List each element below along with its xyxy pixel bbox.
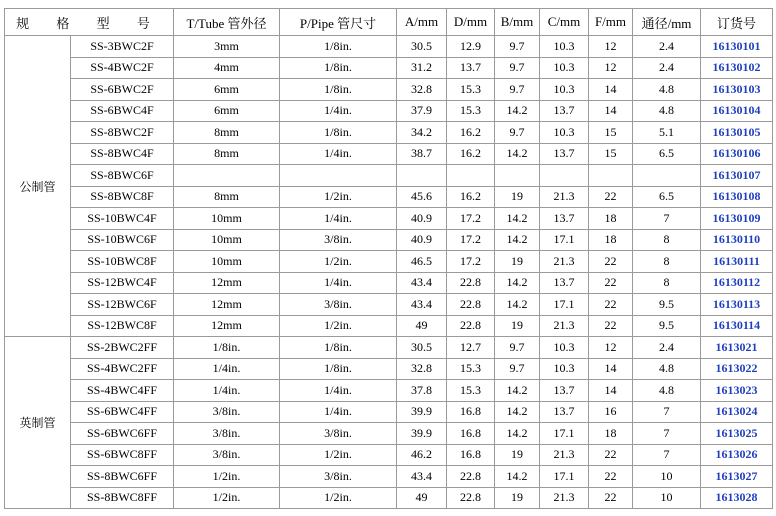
cell-b: 14.2 bbox=[495, 272, 540, 294]
cell-c: 21.3 bbox=[540, 487, 589, 509]
cell-bore: 10 bbox=[633, 487, 701, 509]
cell-model: SS-10BWC8F bbox=[71, 251, 174, 273]
cell-d: 16.8 bbox=[447, 401, 495, 423]
header-pipe-size: P/Pipe 管尺寸 bbox=[280, 9, 397, 36]
cell-tube-od: 6mm bbox=[174, 79, 280, 101]
cell-a: 40.9 bbox=[397, 229, 447, 251]
cell-f: 16 bbox=[589, 401, 633, 423]
table-row bbox=[5, 208, 773, 230]
cell-model: SS-10BWC4F bbox=[71, 208, 174, 230]
cell-bore: 8 bbox=[633, 272, 701, 294]
cell-model: SS-4BWC2FF bbox=[71, 358, 174, 380]
cell-model: SS-4BWC2F bbox=[71, 57, 174, 79]
cell-order-number: 16130109 bbox=[701, 208, 773, 230]
cell-d: 22.8 bbox=[447, 487, 495, 509]
table-row bbox=[5, 229, 773, 251]
cell-f: 22 bbox=[589, 444, 633, 466]
cell-pipe-size: 3/8in. bbox=[280, 229, 397, 251]
cell-c: 10.3 bbox=[540, 358, 589, 380]
header-tube-od: T/Tube 管外径 bbox=[174, 9, 280, 36]
cell-tube-od: 6mm bbox=[174, 100, 280, 122]
table-row bbox=[5, 380, 773, 402]
cell-d: 15.3 bbox=[447, 79, 495, 101]
cell-order-number: 16130101 bbox=[701, 36, 773, 58]
cell-tube-od: 1/2in. bbox=[174, 466, 280, 488]
cell-b: 14.2 bbox=[495, 401, 540, 423]
cell-bore: 9.5 bbox=[633, 315, 701, 337]
cell-b: 19 bbox=[495, 444, 540, 466]
cell-d bbox=[447, 165, 495, 187]
cell-f: 22 bbox=[589, 251, 633, 273]
cell-f: 14 bbox=[589, 79, 633, 101]
cell-a: 31.2 bbox=[397, 57, 447, 79]
cell-f: 18 bbox=[589, 229, 633, 251]
cell-a: 49 bbox=[397, 487, 447, 509]
cell-c: 13.7 bbox=[540, 272, 589, 294]
cell-model: SS-10BWC6F bbox=[71, 229, 174, 251]
cell-b: 14.2 bbox=[495, 423, 540, 445]
cell-d: 15.3 bbox=[447, 380, 495, 402]
cell-d: 22.8 bbox=[447, 315, 495, 337]
header-a-mm: A/mm bbox=[397, 9, 447, 36]
cell-f bbox=[589, 165, 633, 187]
cell-pipe-size: 1/2in. bbox=[280, 251, 397, 273]
table-body bbox=[5, 36, 773, 509]
cell-b: 14.2 bbox=[495, 229, 540, 251]
cell-bore: 9.5 bbox=[633, 294, 701, 316]
table-row bbox=[5, 315, 773, 337]
cell-model: SS-6BWC4F bbox=[71, 100, 174, 122]
cell-model: SS-6BWC2F bbox=[71, 79, 174, 101]
cell-a: 37.8 bbox=[397, 380, 447, 402]
cell-a: 39.9 bbox=[397, 423, 447, 445]
cell-bore: 8 bbox=[633, 229, 701, 251]
cell-c: 21.3 bbox=[540, 251, 589, 273]
cell-b: 9.7 bbox=[495, 122, 540, 144]
cell-bore: 2.4 bbox=[633, 57, 701, 79]
cell-f: 15 bbox=[589, 122, 633, 144]
cell-model: SS-8BWC6F bbox=[71, 165, 174, 187]
cell-pipe-size: 3/8in. bbox=[280, 423, 397, 445]
cell-d: 22.8 bbox=[447, 272, 495, 294]
spec-table-container bbox=[4, 8, 773, 509]
cell-bore: 4.8 bbox=[633, 358, 701, 380]
cell-a: 39.9 bbox=[397, 401, 447, 423]
cell-c: 10.3 bbox=[540, 36, 589, 58]
table-row bbox=[5, 186, 773, 208]
cell-f: 15 bbox=[589, 143, 633, 165]
cell-f: 14 bbox=[589, 358, 633, 380]
cell-model: SS-12BWC6F bbox=[71, 294, 174, 316]
cell-pipe-size: 1/8in. bbox=[280, 57, 397, 79]
cell-pipe-size: 1/2in. bbox=[280, 487, 397, 509]
cell-order-number: 1613027 bbox=[701, 466, 773, 488]
cell-a: 43.4 bbox=[397, 294, 447, 316]
cell-order-number: 16130111 bbox=[701, 251, 773, 273]
cell-b: 9.7 bbox=[495, 36, 540, 58]
cell-order-number: 16130103 bbox=[701, 79, 773, 101]
cell-c bbox=[540, 165, 589, 187]
cell-f: 22 bbox=[589, 487, 633, 509]
cell-c: 21.3 bbox=[540, 315, 589, 337]
cell-pipe-size: 3/8in. bbox=[280, 466, 397, 488]
cell-bore: 4.8 bbox=[633, 380, 701, 402]
cell-b: 19 bbox=[495, 251, 540, 273]
cell-model: SS-8BWC2F bbox=[71, 122, 174, 144]
cell-c: 13.7 bbox=[540, 100, 589, 122]
cell-a: 30.5 bbox=[397, 337, 447, 359]
cell-a: 45.6 bbox=[397, 186, 447, 208]
cell-model: SS-8BWC6FF bbox=[71, 466, 174, 488]
cell-model: SS-6BWC4FF bbox=[71, 401, 174, 423]
cell-order-number: 16130102 bbox=[701, 57, 773, 79]
cell-tube-od: 10mm bbox=[174, 229, 280, 251]
cell-order-number: 16130110 bbox=[701, 229, 773, 251]
cell-model: SS-6BWC8FF bbox=[71, 444, 174, 466]
cell-order-number: 16130106 bbox=[701, 143, 773, 165]
cell-d: 22.8 bbox=[447, 294, 495, 316]
cell-tube-od: 3/8in. bbox=[174, 423, 280, 445]
cell-a: 37.9 bbox=[397, 100, 447, 122]
cell-a: 46.2 bbox=[397, 444, 447, 466]
cell-a: 32.8 bbox=[397, 358, 447, 380]
cell-b: 9.7 bbox=[495, 79, 540, 101]
cell-order-number: 16130114 bbox=[701, 315, 773, 337]
cell-f: 12 bbox=[589, 337, 633, 359]
cell-b: 19 bbox=[495, 186, 540, 208]
cell-d: 12.9 bbox=[447, 36, 495, 58]
table-row bbox=[5, 337, 773, 359]
header-b-mm: B/mm bbox=[495, 9, 540, 36]
cell-order-number: 16130105 bbox=[701, 122, 773, 144]
cell-c: 13.7 bbox=[540, 401, 589, 423]
cell-f: 18 bbox=[589, 423, 633, 445]
cell-order-number: 1613023 bbox=[701, 380, 773, 402]
cell-pipe-size: 1/8in. bbox=[280, 79, 397, 101]
cell-tube-od: 3/8in. bbox=[174, 444, 280, 466]
cell-b: 14.2 bbox=[495, 294, 540, 316]
cell-pipe-size: 1/8in. bbox=[280, 36, 397, 58]
cell-model: SS-8BWC8F bbox=[71, 186, 174, 208]
cell-b: 19 bbox=[495, 315, 540, 337]
cell-tube-od: 1/4in. bbox=[174, 380, 280, 402]
table-row bbox=[5, 251, 773, 273]
table-row bbox=[5, 36, 773, 58]
cell-f: 22 bbox=[589, 186, 633, 208]
header-d-mm: D/mm bbox=[447, 9, 495, 36]
cell-pipe-size: 1/4in. bbox=[280, 100, 397, 122]
cell-bore: 7 bbox=[633, 208, 701, 230]
table-row bbox=[5, 401, 773, 423]
cell-d: 16.8 bbox=[447, 423, 495, 445]
cell-tube-od: 4mm bbox=[174, 57, 280, 79]
cell-bore: 5.1 bbox=[633, 122, 701, 144]
cell-bore: 2.4 bbox=[633, 36, 701, 58]
cell-b: 19 bbox=[495, 487, 540, 509]
table-row bbox=[5, 487, 773, 509]
cell-d: 16.2 bbox=[447, 122, 495, 144]
cell-d: 12.7 bbox=[447, 337, 495, 359]
cell-b: 14.2 bbox=[495, 143, 540, 165]
header-bore-mm: 通径/mm bbox=[633, 9, 701, 36]
cell-c: 13.7 bbox=[540, 380, 589, 402]
cell-pipe-size: 1/8in. bbox=[280, 122, 397, 144]
cell-c: 10.3 bbox=[540, 122, 589, 144]
cell-tube-od: 12mm bbox=[174, 294, 280, 316]
cell-f: 18 bbox=[589, 208, 633, 230]
cell-tube-od: 12mm bbox=[174, 315, 280, 337]
group-label: 英制管 bbox=[5, 337, 71, 509]
cell-f: 14 bbox=[589, 380, 633, 402]
cell-bore: 7 bbox=[633, 401, 701, 423]
cell-pipe-size: 1/4in. bbox=[280, 143, 397, 165]
cell-tube-od: 1/4in. bbox=[174, 358, 280, 380]
cell-c: 10.3 bbox=[540, 79, 589, 101]
table-row bbox=[5, 100, 773, 122]
cell-pipe-size: 1/8in. bbox=[280, 358, 397, 380]
table-row bbox=[5, 57, 773, 79]
cell-bore: 7 bbox=[633, 444, 701, 466]
cell-order-number: 16130112 bbox=[701, 272, 773, 294]
cell-model: SS-4BWC4FF bbox=[71, 380, 174, 402]
cell-tube-od: 12mm bbox=[174, 272, 280, 294]
cell-tube-od: 3/8in. bbox=[174, 401, 280, 423]
cell-c: 21.3 bbox=[540, 444, 589, 466]
cell-d: 16.2 bbox=[447, 186, 495, 208]
cell-order-number: 1613021 bbox=[701, 337, 773, 359]
cell-f: 22 bbox=[589, 294, 633, 316]
cell-b: 9.7 bbox=[495, 337, 540, 359]
cell-b: 14.2 bbox=[495, 380, 540, 402]
cell-pipe-size: 3/8in. bbox=[280, 294, 397, 316]
table-row bbox=[5, 444, 773, 466]
cell-bore: 7 bbox=[633, 423, 701, 445]
cell-model: SS-8BWC4F bbox=[71, 143, 174, 165]
cell-pipe-size: 1/4in. bbox=[280, 401, 397, 423]
cell-pipe-size: 1/4in. bbox=[280, 272, 397, 294]
cell-b: 9.7 bbox=[495, 57, 540, 79]
cell-b: 14.2 bbox=[495, 208, 540, 230]
cell-bore bbox=[633, 165, 701, 187]
header-order-number: 订货号 bbox=[701, 9, 773, 36]
cell-d: 16.2 bbox=[447, 143, 495, 165]
table-row bbox=[5, 79, 773, 101]
cell-a: 30.5 bbox=[397, 36, 447, 58]
cell-d: 17.2 bbox=[447, 229, 495, 251]
cell-d: 17.2 bbox=[447, 251, 495, 273]
table-row bbox=[5, 272, 773, 294]
cell-order-number: 1613024 bbox=[701, 401, 773, 423]
cell-d: 22.8 bbox=[447, 466, 495, 488]
cell-order-number: 1613022 bbox=[701, 358, 773, 380]
cell-tube-od bbox=[174, 165, 280, 187]
cell-c: 17.1 bbox=[540, 294, 589, 316]
cell-pipe-size: 1/2in. bbox=[280, 186, 397, 208]
cell-model: SS-2BWC2FF bbox=[71, 337, 174, 359]
cell-order-number: 1613028 bbox=[701, 487, 773, 509]
cell-pipe-size: 1/2in. bbox=[280, 315, 397, 337]
cell-bore: 6.5 bbox=[633, 143, 701, 165]
cell-tube-od: 1/2in. bbox=[174, 487, 280, 509]
table-row bbox=[5, 466, 773, 488]
cell-f: 22 bbox=[589, 272, 633, 294]
cell-model: SS-6BWC6FF bbox=[71, 423, 174, 445]
cell-pipe-size: 1/2in. bbox=[280, 444, 397, 466]
cell-a: 46.5 bbox=[397, 251, 447, 273]
cell-pipe-size: 1/8in. bbox=[280, 337, 397, 359]
cell-tube-od: 8mm bbox=[174, 122, 280, 144]
table-row bbox=[5, 423, 773, 445]
cell-tube-od: 1/8in. bbox=[174, 337, 280, 359]
cell-order-number: 16130108 bbox=[701, 186, 773, 208]
cell-f: 12 bbox=[589, 36, 633, 58]
cell-order-number: 1613026 bbox=[701, 444, 773, 466]
cell-bore: 6.5 bbox=[633, 186, 701, 208]
cell-c: 17.1 bbox=[540, 229, 589, 251]
cell-tube-od: 10mm bbox=[174, 208, 280, 230]
cell-tube-od: 8mm bbox=[174, 186, 280, 208]
cell-a: 32.8 bbox=[397, 79, 447, 101]
cell-a: 40.9 bbox=[397, 208, 447, 230]
cell-a: 43.4 bbox=[397, 466, 447, 488]
cell-b: 9.7 bbox=[495, 358, 540, 380]
header-spec-model: 规 格 型 号 bbox=[5, 9, 174, 36]
cell-order-number: 1613025 bbox=[701, 423, 773, 445]
cell-order-number: 16130113 bbox=[701, 294, 773, 316]
cell-f: 22 bbox=[589, 315, 633, 337]
cell-pipe-size: 1/4in. bbox=[280, 380, 397, 402]
cell-bore: 2.4 bbox=[633, 337, 701, 359]
header-row bbox=[5, 9, 773, 36]
table-row bbox=[5, 294, 773, 316]
cell-d: 13.7 bbox=[447, 57, 495, 79]
cell-a bbox=[397, 165, 447, 187]
cell-bore: 8 bbox=[633, 251, 701, 273]
cell-a: 49 bbox=[397, 315, 447, 337]
cell-c: 10.3 bbox=[540, 57, 589, 79]
cell-bore: 4.8 bbox=[633, 79, 701, 101]
cell-d: 15.3 bbox=[447, 358, 495, 380]
cell-pipe-size: 1/4in. bbox=[280, 208, 397, 230]
cell-d: 17.2 bbox=[447, 208, 495, 230]
cell-bore: 10 bbox=[633, 466, 701, 488]
cell-f: 14 bbox=[589, 100, 633, 122]
cell-a: 34.2 bbox=[397, 122, 447, 144]
table-row bbox=[5, 122, 773, 144]
cell-model: SS-12BWC4F bbox=[71, 272, 174, 294]
header-f-mm: F/mm bbox=[589, 9, 633, 36]
cell-d: 15.3 bbox=[447, 100, 495, 122]
cell-tube-od: 8mm bbox=[174, 143, 280, 165]
cell-bore: 4.8 bbox=[633, 100, 701, 122]
cell-b bbox=[495, 165, 540, 187]
cell-c: 13.7 bbox=[540, 208, 589, 230]
header-c-mm: C/mm bbox=[540, 9, 589, 36]
cell-model: SS-8BWC8FF bbox=[71, 487, 174, 509]
spec-table bbox=[4, 8, 773, 509]
table-row bbox=[5, 143, 773, 165]
cell-f: 22 bbox=[589, 466, 633, 488]
cell-a: 43.4 bbox=[397, 272, 447, 294]
cell-c: 13.7 bbox=[540, 143, 589, 165]
cell-c: 17.1 bbox=[540, 466, 589, 488]
cell-model: SS-12BWC8F bbox=[71, 315, 174, 337]
cell-d: 16.8 bbox=[447, 444, 495, 466]
cell-c: 10.3 bbox=[540, 337, 589, 359]
cell-c: 21.3 bbox=[540, 186, 589, 208]
cell-pipe-size bbox=[280, 165, 397, 187]
table-row bbox=[5, 358, 773, 380]
cell-model: SS-3BWC2F bbox=[71, 36, 174, 58]
cell-c: 17.1 bbox=[540, 423, 589, 445]
table-row bbox=[5, 165, 773, 187]
cell-b: 14.2 bbox=[495, 466, 540, 488]
cell-tube-od: 10mm bbox=[174, 251, 280, 273]
cell-order-number: 16130104 bbox=[701, 100, 773, 122]
group-label: 公制管 bbox=[5, 36, 71, 337]
cell-f: 12 bbox=[589, 57, 633, 79]
cell-b: 14.2 bbox=[495, 100, 540, 122]
cell-tube-od: 3mm bbox=[174, 36, 280, 58]
cell-a: 38.7 bbox=[397, 143, 447, 165]
cell-order-number: 16130107 bbox=[701, 165, 773, 187]
